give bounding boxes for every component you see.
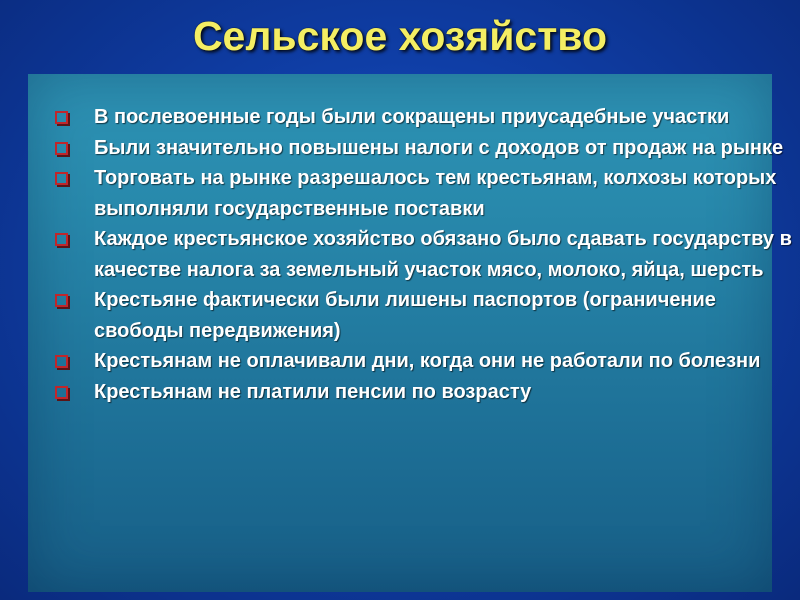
- content-panel: [28, 74, 792, 592]
- bullet-list: [52, 102, 792, 407]
- bullet-text: Крестьяне фактически были лишены паспортов (ограничение свободы передвижения): [94, 289, 716, 342]
- bullet-item: [52, 133, 792, 164]
- bullet-text: Крестьянам не оплачивали дни, когда они не работали по болезни: [94, 350, 761, 372]
- bullet-text: Крестьянам не платили пенсии по возрасту: [94, 380, 532, 403]
- bullet-item: [52, 377, 792, 408]
- checkbox-square-icon: [55, 233, 68, 246]
- bullet-item: [52, 163, 792, 224]
- bullet-item: [52, 346, 792, 377]
- checkbox-square-icon: [55, 111, 68, 124]
- checkbox-square-icon: [55, 172, 68, 185]
- checkbox-square-icon: [55, 142, 68, 155]
- bullet-text: В послевоенные годы были сокращены приусадебные участки: [94, 106, 730, 128]
- slide-title: Сельское хозяйство: [192, 13, 608, 59]
- bullet-item: [52, 102, 792, 133]
- bullet-text: Каждое крестьянское хозяйство обязано было сдавать государству в качестве налога за земельный участок мясо, молоко, яйца, шерсть: [94, 228, 792, 281]
- checkbox-square-icon: [55, 386, 68, 399]
- bullet-item: [52, 285, 792, 346]
- bullet-text: Были значительно повышены налоги с доходов от продаж на рынке: [94, 136, 784, 159]
- bullet-item: [52, 224, 792, 285]
- checkbox-square-icon: [55, 294, 68, 307]
- bullet-text: Торговать на рынке разрешалось тем крестьянам, колхозы которых выполняли государственные поставки: [94, 167, 777, 220]
- checkbox-square-icon: [55, 355, 68, 368]
